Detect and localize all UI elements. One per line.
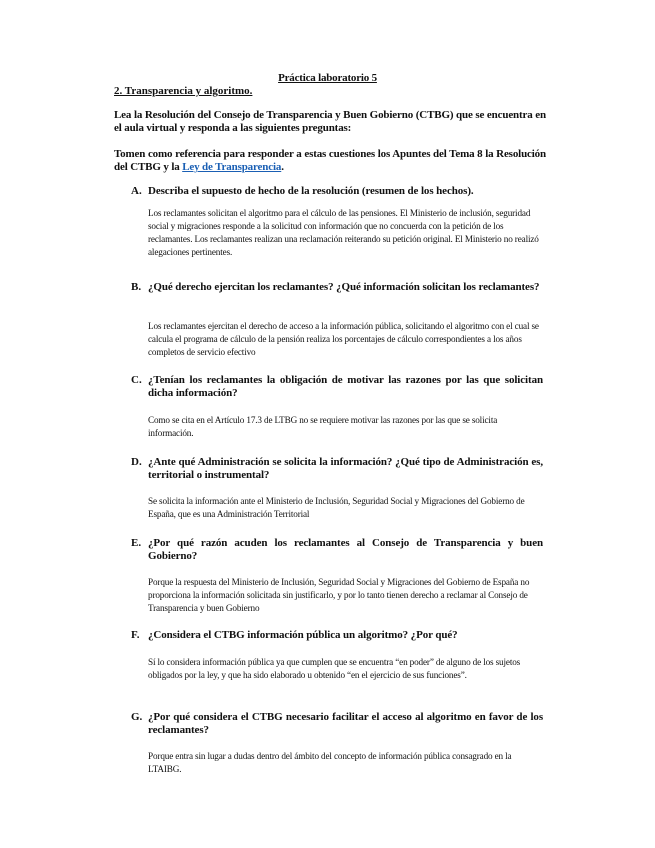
question-text: ¿Considera el CTBG información pública un algoritmo? ¿Por qué? [148, 629, 458, 641]
answer-g: Porque entra sin lugar a dudas dentro del ámbito del concepto de información pública consagrado en la LTAIBG. [148, 751, 512, 774]
question-text: ¿Tenían los reclamantes la obligación de motivar las razones por las que solicitan dicha información? [148, 374, 543, 399]
question-letter: B. [131, 281, 142, 293]
question-letter: G. [131, 711, 143, 723]
answer-c: Como se cita en el Artículo 17.3 de LTBG no se requiere motivar las razones por las que se solicita información. [148, 415, 498, 438]
question-letter: D. [131, 456, 142, 468]
answer-f: Sí lo considera información pública ya que cumplen que se encuentra “en poder” de alguno de los sujetos obligados por la ley, y que ha sido elaborado u obtenido “en el ejercicio de sus funciones”. [148, 657, 521, 680]
answer-d: Se solicita la información ante el Ministerio de Inclusión, Seguridad Social y Migraciones del Gobierno de España, que es una Administración Territorial [148, 496, 525, 519]
question-b [131, 281, 543, 294]
ley-transparencia-link[interactable]: Ley de Transparencia [182, 161, 282, 173]
reference-text: Tomen como referencia para responder a estas cuestiones los Apuntes del Tema 8 la Resolución del CTBG y la [114, 148, 546, 173]
section-heading: 2. Transparencia y algoritmo. [114, 85, 253, 97]
question-e [131, 537, 543, 563]
intro-paragraph: Lea la Resolución del Consejo de Transparencia y Buen Gobierno (CTBG) que se encuentra en el aula virtual y responda a las siguientes preguntas: [114, 109, 546, 134]
question-d [131, 456, 543, 482]
question-g [131, 711, 543, 737]
question-letter: F. [131, 629, 140, 641]
question-text: ¿Qué derecho ejercitan los reclamantes? ¿Qué información solicitan los reclamantes? [148, 281, 540, 293]
question-c [131, 374, 543, 400]
answer-e: Porque la respuesta del Ministerio de Inclusión, Seguridad Social y Migraciones del Gobierno de España no proporciona la información solicitada sin justificarlo, y por lo tanto tienen derecho a reclamar al Consejo de Transparencia y buen Gobierno [148, 577, 530, 613]
page-title: Práctica laboratorio 5 [278, 72, 377, 84]
question-letter: A. [131, 185, 142, 197]
question-a [131, 185, 543, 198]
answer-b: Los reclamantes ejercitan el derecho de acceso a la información pública, solicitando el algoritmo con el cual se calcula el programa de cálculo de la pensión realiza los porcentajes de cálculo correspondientes a los años completos de servicio efectivo [148, 321, 539, 357]
reference-end: . [281, 161, 284, 173]
question-f [131, 629, 543, 642]
question-text: ¿Por qué razón acuden los reclamantes al Consejo de Transparencia y buen Gobierno? [148, 537, 543, 562]
question-text: Describa el supuesto de hecho de la resolución (resumen de los hechos). [148, 185, 474, 197]
question-text: ¿Ante qué Administración se solicita la información? ¿Qué tipo de Administración es, territorial o instrumental? [148, 456, 543, 481]
answer-a: Los reclamantes solicitan el algoritmo para el cálculo de las pensiones. El Ministerio de inclusión, seguridad social y migraciones responde a la solicitud con información que no concuerda con la petición de los reclamantes. Los reclamantes realizan una reclamación reiterando su petición original. El Ministerio no realizó alegaciones pertinentes. [148, 208, 539, 257]
question-letter: C. [131, 374, 142, 386]
reference-paragraph [114, 148, 546, 174]
question-letter: E. [131, 537, 142, 549]
question-text: ¿Por qué considera el CTBG necesario facilitar el acceso al algoritmo en favor de los reclamantes? [148, 711, 543, 736]
